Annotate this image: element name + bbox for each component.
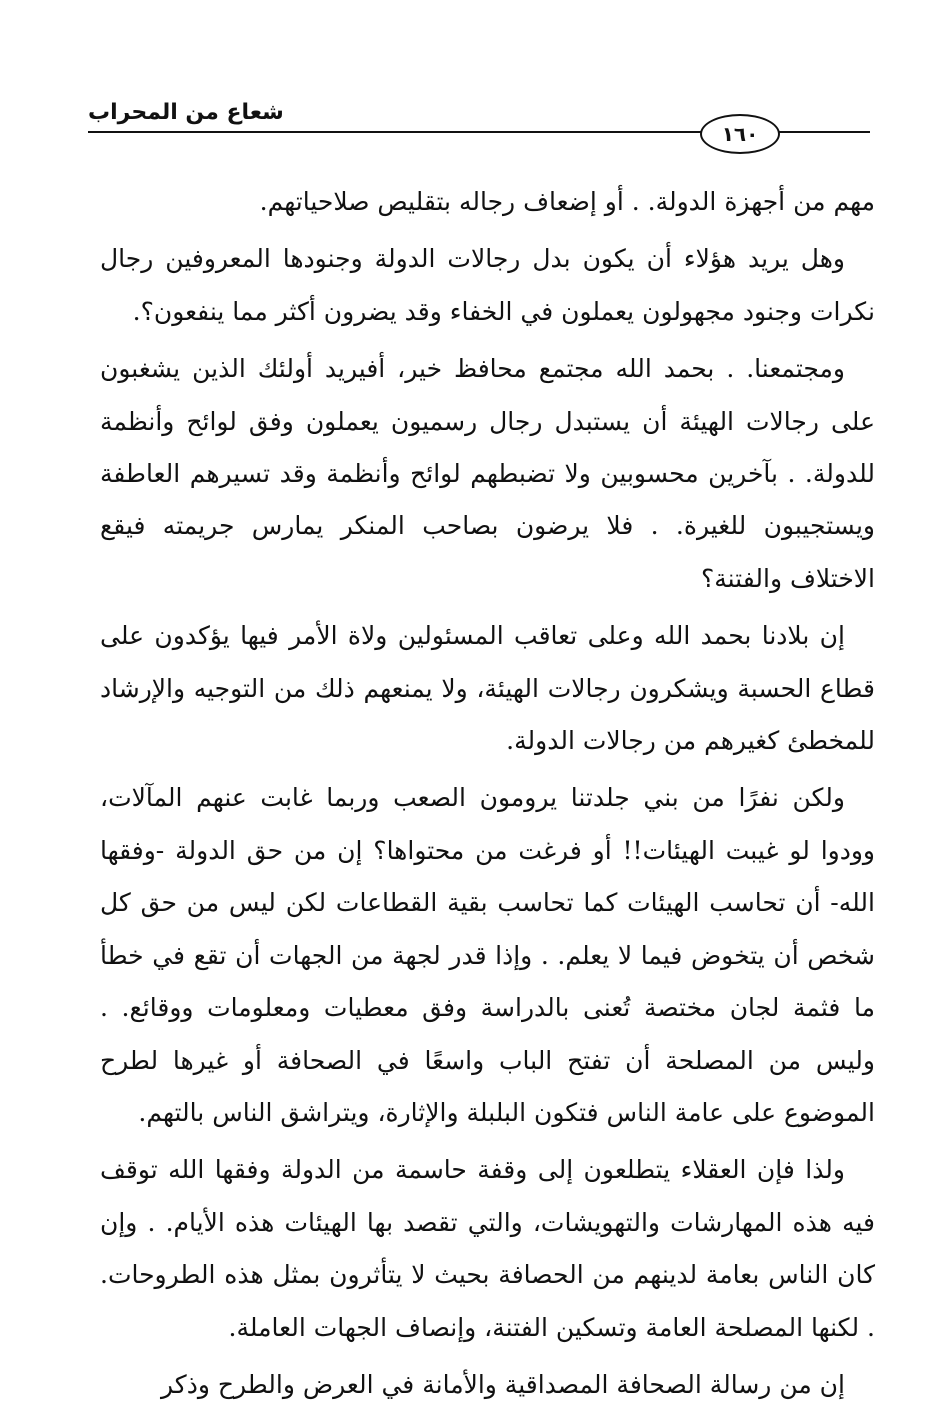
paragraph-7: إن من رسالة الصحافة المصداقية والأمانة في العرض والطرح وذكر bbox=[161, 1369, 845, 1399]
paragraph-6: ولذا فإن العقلاء يتطلعون إلى وقفة حاسمة من الدولة وفقها الله توقف فيه هذه المهارشات والتهويشات، والتي تقصد بها الهيئات هذه الأيام. . وإن كان الناس بعامة لدينهم من الحصافة بحيث لا يتأثرون بمثل هذه الطروحات. . لكنها المصلحة العامة وتسكين الفتنة، وإنصاف الجهات العاملة. bbox=[100, 1155, 875, 1342]
paragraph-2: وهل يريد هؤلاء أن يكون بدل رجالات الدولة وجنودها المعروفين رجال نكرات وجنود مجهولون يعملون في الخفاء وقد يضرون أكثر مما ينفعون؟. bbox=[100, 244, 875, 326]
paragraph-5: ولكن نفرًا من بني جلدتنا يرومون الصعب وربما غابت عنهم المآلات، وودوا لو غيبت الهيئات!! أو فرغت من محتواها؟ إن من حق الدولة -وفقها الله- أن تحاسب الهيئات كما تحاسب بقية القطاعات لكن ليس من حق كل شخص أن يتخوض فيما لا يعلم. . وإذا قدر لجهة من الجهات أن تقع في خطأ ما فثمة لجان مختصة تُعنى بالدراسة وفق معطيات ومعلومات ووقائع. . وليس من المصلحة أن تفتح الباب واسعًا في الصحافة أو غيرها لطرح الموضوع على عامة الناس فتكون البلبلة والإثارة، ويتراشق الناس بالتهم. bbox=[100, 783, 875, 1127]
page-number: ١٦٠ bbox=[721, 122, 759, 146]
paragraph-3: ومجتمعنا. . بحمد الله مجتمع محافظ خير، أفيريد أولئك الذين يشغبون على رجالات الهيئة أن يستبدل رجال رسميون يعملون وفق لوائح وأنظمة للدولة. . بآخرين محسوبين ولا تضبطهم لوائح وأنظمة وقد تسيرهم العاطفة ويستجيبون للغيرة. . فلا يرضون بصاحب المنكر يمارس جريمته فيقع الاختلاف والفتنة؟ bbox=[100, 354, 875, 593]
running-header-title: شعاع من المحراب bbox=[88, 100, 284, 125]
page-number-badge bbox=[700, 114, 780, 154]
paragraph-1: مهم من أجهزة الدولة. . أو إضعاف رجاله بتقليص صلاحياتهم. bbox=[259, 187, 875, 216]
paragraph-4: إن بلادنا بحمد الله وعلى تعاقب المسئولين ولاة الأمر فيها يؤكدون على قطاع الحسبة ويشكرون رجالات الهيئة، ولا يمنعهم ذلك من التوجيه والإرشاد للمخطئ كغيرهم من رجالات الدولة. bbox=[100, 621, 875, 756]
body-text bbox=[100, 176, 875, 1411]
